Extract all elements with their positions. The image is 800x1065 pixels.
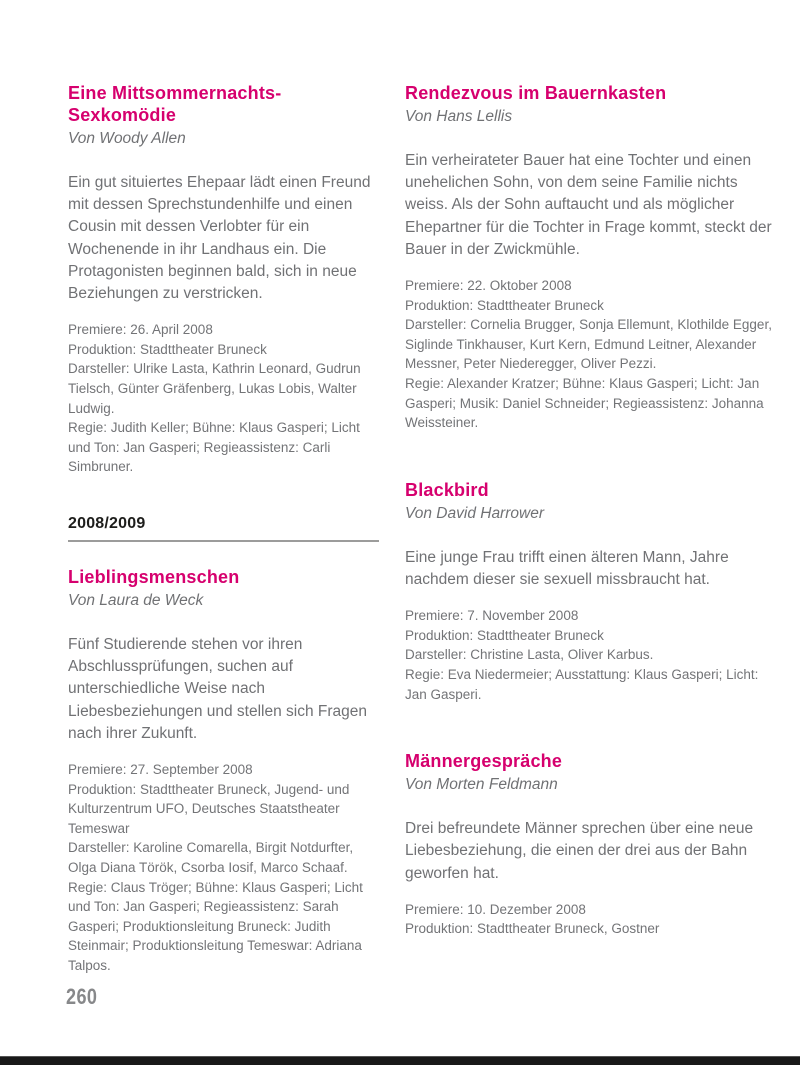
detail-line: Produktion: Stadttheater Bruneck, Jugend- und Kulturzentrum UFO, Deutsches Staatstheater Temeswar <box>68 781 350 836</box>
detail-line: Premiere: 26. April 2008 <box>68 322 213 338</box>
play-title: Eine Mittsommernachts-Sexkomödie <box>68 83 282 125</box>
play-author: Von Morten Feldmann <box>405 776 558 794</box>
play-description: Fünf Studierende stehen vor ihren Abschlussprüfungen, suchen auf unterschiedliche Weise nach Liebesbeziehungen und stellen sich Fragen nach ihrer Zukunft. <box>68 635 368 742</box>
detail-line: Regie: Eva Niedermeier; Ausstattung: Klaus Gasperi; Licht: Jan Gasperi. <box>405 666 759 702</box>
detail-line: Premiere: 10. Dezember 2008 <box>405 901 586 917</box>
play-author: Von Laura de Weck <box>68 591 204 609</box>
play-author: Von David Harrower <box>405 504 544 522</box>
detail-line: Darsteller: Christine Lasta, Oliver Karbus. <box>405 647 654 663</box>
detail-line: Regie: Judith Keller; Bühne: Klaus Gasperi; Licht und Ton: Jan Gasperi; Regieassistenz: Carli Simbruner. <box>68 420 360 475</box>
play-description: Eine junge Frau trifft einen älteren Mann, Jahre nachdem dieser sie sexuell missbraucht hat. <box>405 548 729 588</box>
play-title: Rendezvous im Bauernkasten <box>405 83 667 103</box>
play-details <box>405 606 776 704</box>
play-author: Von Hans Lellis <box>405 108 513 125</box>
season-divider <box>68 540 379 542</box>
detail-line: Produktion: Stadttheater Bruneck <box>405 297 604 313</box>
play-entry <box>405 479 776 704</box>
play-title: Lieblingsmenschen <box>68 566 240 587</box>
play-details <box>405 276 776 433</box>
detail-line: Premiere: 7. November 2008 <box>405 608 579 624</box>
play-entry <box>405 82 776 433</box>
play-details <box>68 320 379 477</box>
detail-line: Produktion: Stadttheater Bruneck <box>68 341 267 357</box>
detail-line: Darsteller: Karoline Comarella, Birgit Notdurfter, Olga Diana Török, Csorba Iosif, Marco Schaaf. <box>68 840 354 875</box>
play-details <box>68 760 379 976</box>
play-description: Ein gut situiertes Ehepaar lädt einen Freund mit dessen Sprechstundenhilfe und einen Cousin mit dessen Verlobter für ein Wochenende in ihr Landhaus ein. Die Protagonisten beginnen bald, sich in neue Beziehungen zu verstricken. <box>68 174 371 303</box>
content-columns <box>68 82 776 976</box>
play-description: Drei befreundete Männer sprechen über eine neue Liebesbeziehung, die einen der drei aus der Bahn geworfen hat. <box>405 820 754 882</box>
page-number: 260 <box>66 984 98 1009</box>
play-details <box>405 900 776 939</box>
detail-line: Darsteller: Cornelia Brugger, Sonja Ellemunt, Klothilde Egger, Siglinde Tinkhauser, Kurt Kern, Edmund Leitner, Alexander Messner, Peter Niederegger, Oliver Pezzi. <box>405 317 772 372</box>
detail-line: Regie: Claus Tröger; Bühne: Klaus Gasperi; Licht und Ton: Jan Gasperi; Regieassistenz: Sarah Gasperi; Produktionsleitung Bruneck: Judith Steinmair; Produktionsleitung Temeswar: Adriana Talpos. <box>68 879 363 973</box>
play-entry <box>405 750 776 939</box>
detail-line: Produktion: Stadttheater Bruneck <box>405 627 604 643</box>
right-column <box>405 82 776 976</box>
detail-line: Regie: Alexander Kratzer; Bühne: Klaus Gasperi; Licht: Jan Gasperi; Musik: Daniel Schneider; Regieassistenz: Johanna Weissteiner. <box>405 375 764 431</box>
season-header <box>68 515 379 542</box>
play-entry <box>68 82 379 477</box>
left-column <box>68 82 379 976</box>
play-entry <box>68 566 379 976</box>
play-description: Ein verheirateter Bauer hat eine Tochter und einen unehelichen Sohn, von dem seine Familie nichts weiss. Als der Sohn auftaucht und als möglicher Ehepartner für die Tochter in Frage kommt, steckt der Bauer in der Zwickmühle. <box>405 152 772 258</box>
detail-line: Premiere: 22. Oktober 2008 <box>405 278 572 294</box>
detail-line: Premiere: 27. September 2008 <box>68 761 253 777</box>
footer-bar <box>0 1056 800 1065</box>
detail-line: Produktion: Stadttheater Bruneck, Gostner <box>405 921 660 937</box>
play-title: Blackbird <box>405 479 489 500</box>
season-label: 2008/2009 <box>68 514 146 532</box>
play-author: Von Woody Allen <box>68 130 186 147</box>
play-title: Männergespräche <box>405 751 563 772</box>
detail-line: Darsteller: Ulrike Lasta, Kathrin Leonard, Gudrun Tielsch, Günter Gräfenberg, Lukas Lobis, Walter Ludwig. <box>68 361 361 416</box>
